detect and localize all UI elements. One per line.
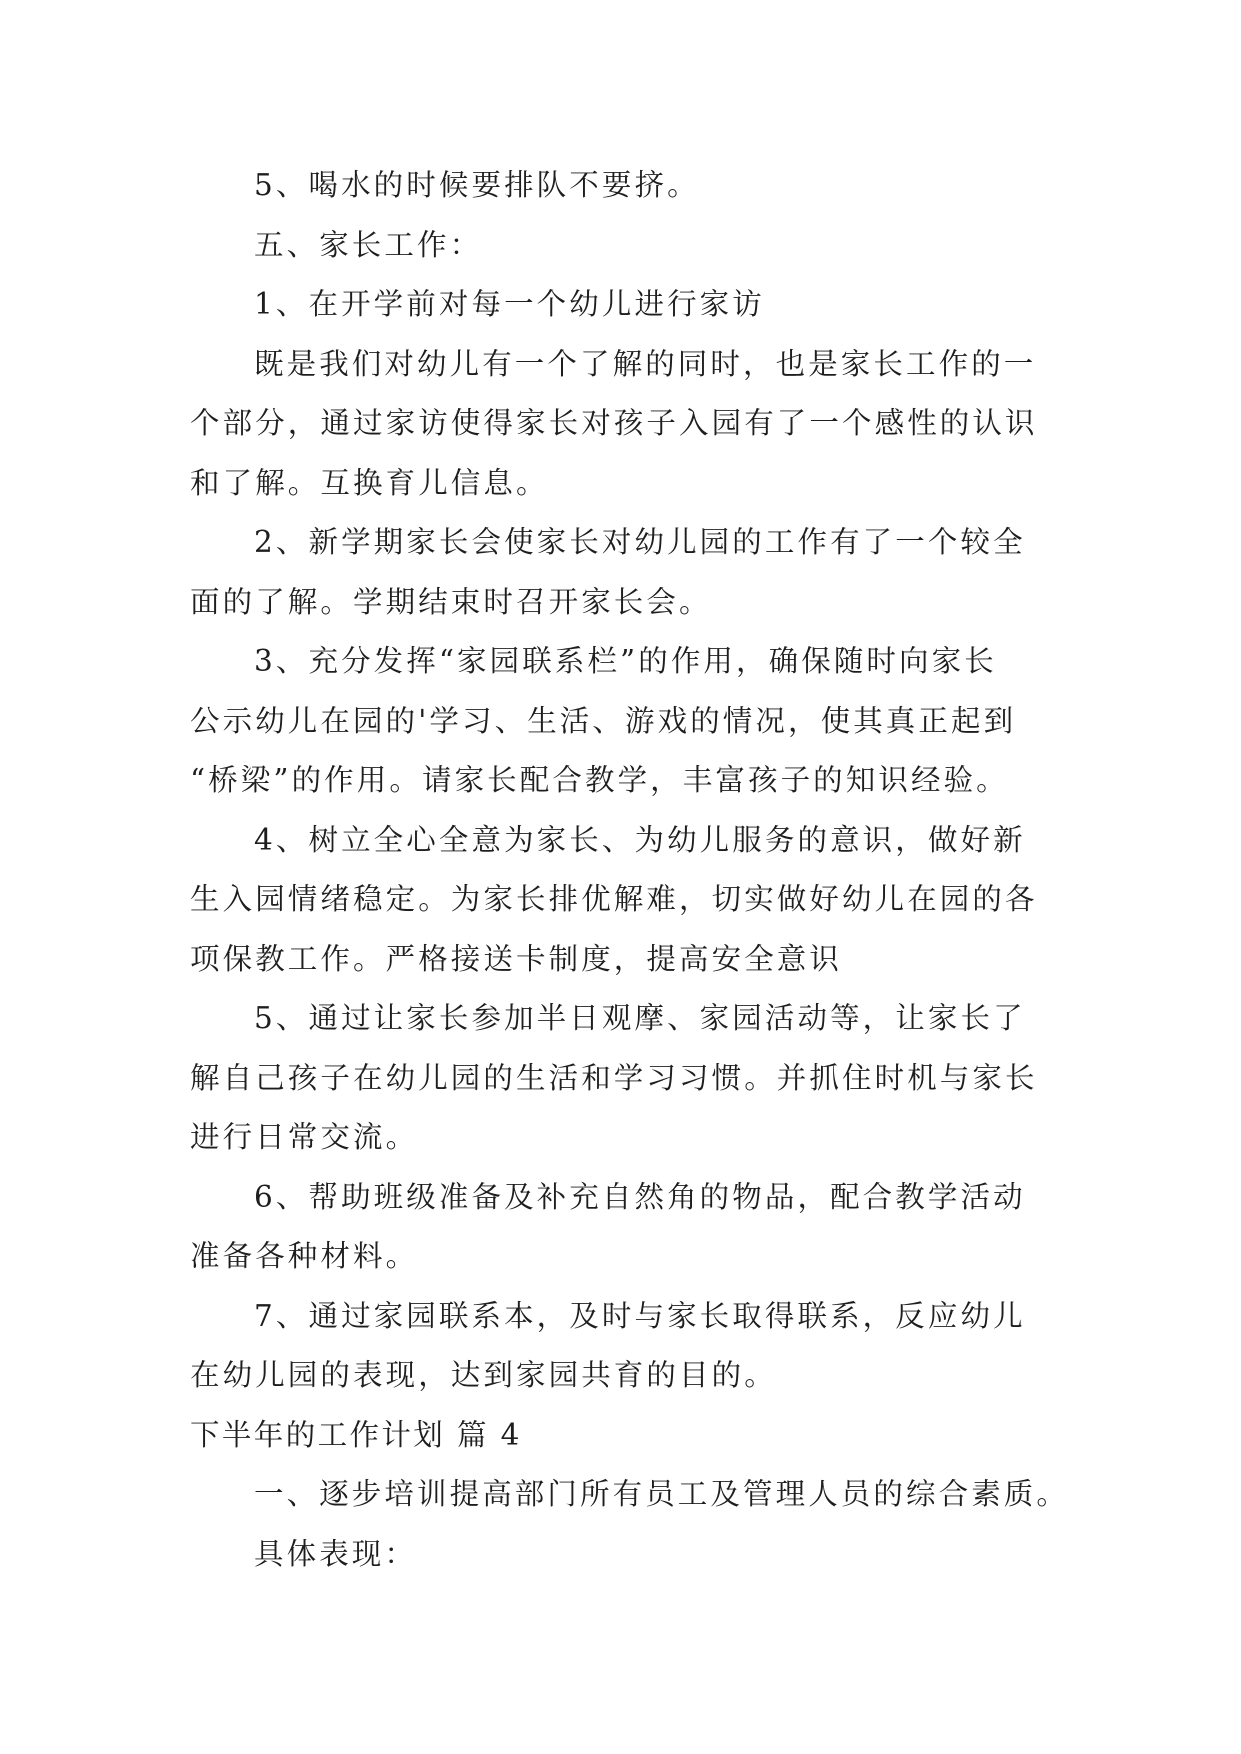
text-line: 和了解。互换育儿信息。 bbox=[190, 465, 549, 500]
text-line: 5、喝水的时候要排队不要挤。 bbox=[254, 168, 700, 202]
text-line: 7、通过家园联系本，及时与家长取得联系，反应幼儿 bbox=[254, 1298, 1026, 1333]
text-line: 1、在开学前对每一个幼儿进行家访 bbox=[254, 287, 765, 321]
text-line: 解自己孩子在幼儿园的生活和学习习惯。并抓住时机与家长 bbox=[190, 1060, 1038, 1095]
text-line: 既是我们对幼儿有一个了解的同时，也是家长工作的一 bbox=[254, 346, 1037, 381]
text-line: 在幼儿园的表现，达到家园共育的目的。 bbox=[190, 1358, 777, 1392]
text-line: 进行日常交流。 bbox=[190, 1120, 419, 1154]
text-line: 公示幼儿在园的'学习、生活、游戏的情况，使其真正起到 bbox=[190, 703, 1017, 738]
text-line: 2、新学期家长会使家长对幼儿园的工作有了一个较全 bbox=[254, 525, 1026, 559]
text-line: 6、帮助班级准备及补充自然角的物品，配合教学活动 bbox=[254, 1179, 1026, 1214]
text-line: 一、逐步培训提高部门所有员工及管理人员的综合素质。 bbox=[254, 1477, 1070, 1511]
section-heading: 五、家长工作： bbox=[254, 227, 483, 262]
text-line: 具体表现： bbox=[254, 1536, 418, 1571]
text-line: “桥梁”的作用。请家长配合教学，丰富孩子的知识经验。 bbox=[190, 763, 1009, 797]
text-line: 准备各种材料。 bbox=[190, 1239, 419, 1273]
text-line: 4、树立全心全意为家长、为幼儿服务的意识，做好新 bbox=[254, 822, 1026, 857]
document-body bbox=[190, 156, 1070, 1584]
text-line: 面的了解。学期结束时召开家长会。 bbox=[190, 584, 712, 619]
chapter-heading: 下半年的工作计划 篇 4 bbox=[190, 1417, 522, 1452]
text-line: 5、通过让家长参加半日观摩、家园活动等，让家长了 bbox=[254, 1001, 1026, 1035]
text-line: 3、充分发挥“家园联系栏”的作用，确保随时向家长 bbox=[254, 644, 997, 678]
text-line: 个部分，通过家访使得家长对孩子入园有了一个感性的认识 bbox=[190, 406, 1038, 440]
text-line: 项保教工作。严格接送卡制度，提高安全意识 bbox=[190, 941, 843, 976]
text-line: 生入园情绪稳定。为家长排优解难，切实做好幼儿在园的各 bbox=[190, 882, 1038, 916]
